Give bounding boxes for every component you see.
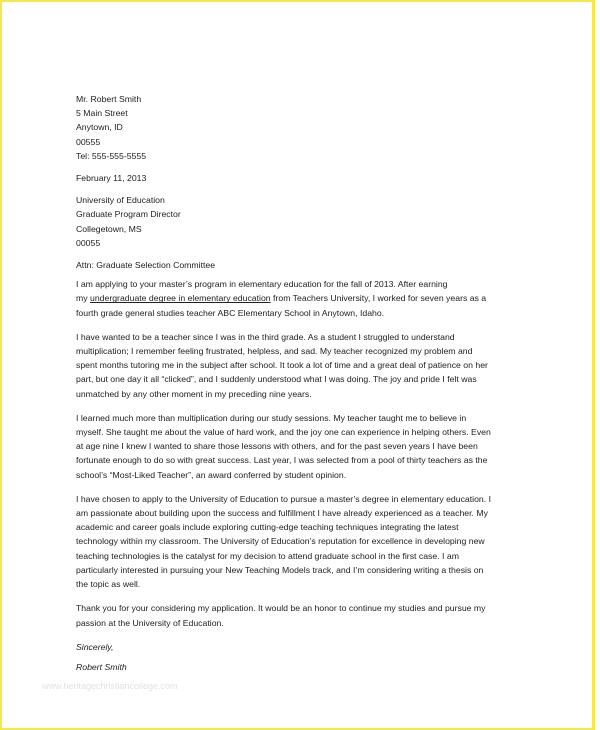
paragraph-line: multiplication; I remember feeling frustrated, helpless, and sad. My teacher recognized my problem and xyxy=(76,346,473,357)
recipient-title: Graduate Program Director xyxy=(76,209,181,220)
text-segment: from Teachers University, I worked for seven years as a xyxy=(270,293,487,304)
signature: Robert Smith xyxy=(76,661,127,672)
attention-line: Attn: Graduate Selection Committee xyxy=(76,260,216,271)
degree-link[interactable]: undergraduate degree in elementary education xyxy=(90,293,271,304)
paragraph-line: part, but one day it all “clicked”, and I suddenly understood what I was doing. The joy and pride I felt was xyxy=(76,374,477,385)
paragraph-line: am passionate about building upon the success and fulfillment I have already experienced as a teacher. My xyxy=(76,508,488,519)
sender-name: Mr. Robert Smith xyxy=(76,94,142,104)
paragraph-line: teaching technologies is the catalyst for my decision to attend graduate school in the first case. I am xyxy=(76,550,459,561)
paragraph-line: particularly interested in pursuing your New Teaching Models track, and I’m considering writing a thesis on xyxy=(76,564,484,575)
recipient-city: Collegetown, MS xyxy=(76,223,142,234)
paragraph-line: academic and career goals include exploring cutting-edge teaching techniques integrating the latest xyxy=(76,522,459,533)
closing: Sincerely, xyxy=(76,641,114,652)
sender-street: 5 Main Street xyxy=(76,108,128,119)
paragraph-line: I have chosen to apply to the University of Education to pursue a master’s degree in elementary education. I xyxy=(76,493,491,504)
paragraph-line: the topic as well. xyxy=(76,579,141,590)
paragraph-line: unmatched by any other moment in my preceding nine years. xyxy=(76,388,312,399)
recipient-org: University of Education xyxy=(76,195,165,206)
paragraph-line: I am applying to your master’s program in elementary education for the fall of 2013. After earning xyxy=(76,279,448,290)
sender-city: Anytown, ID xyxy=(76,122,123,133)
paragraph-line: Thank you for your considering my application. It would be an honor to continue my studies and pursue my xyxy=(76,603,486,614)
paragraph-experience xyxy=(76,411,528,482)
paragraph-intro xyxy=(76,277,528,320)
paragraph-line: technology within my classroom. The University of Education’s reputation for excellence in developing new xyxy=(76,536,485,547)
paragraph-line: school’s “Most-Liked Teacher”, an award conferred by student opinion. xyxy=(76,469,347,480)
paragraph-line: passion at the University of Education. xyxy=(76,617,224,628)
paragraph-line: fortunate enough to do so with great success. Last year, I was selected from a pool of thirty teachers as the xyxy=(76,455,488,466)
text-segment: my xyxy=(76,293,90,304)
letter-date: February 11, 2013 xyxy=(76,173,147,184)
paragraph-motivation xyxy=(76,330,528,401)
paragraph-line: I have wanted to be a teacher since I was in the third grade. As a student I struggled to understand xyxy=(76,331,455,342)
letter-body xyxy=(76,92,528,674)
paragraph-line: myself. She taught me about the value of hard work, and the joy one can experience in helping others. Even xyxy=(76,427,491,438)
paragraph-line xyxy=(76,291,528,305)
sender-tel: Tel: 555-555-5555 xyxy=(76,150,147,161)
paragraph-line: I learned much more than multiplication during our study sessions. My teacher taught me to believe in xyxy=(76,412,467,423)
paragraph-thanks xyxy=(76,601,528,629)
paragraph-line: spent months tutoring me in the subject after school. It took a lot of time and a great deal of patience on her xyxy=(76,360,488,371)
sender-zip: 00555 xyxy=(76,136,101,147)
paragraph-line: fourth grade general studies teacher ABC Elementary School in Anytown, Idaho. xyxy=(76,307,385,318)
paragraph-line: at age nine I knew I wanted to share those lessons with others, and for the past seven years I have been xyxy=(76,441,478,452)
recipient-zip: 00055 xyxy=(76,237,101,248)
paragraph-goals xyxy=(76,492,528,591)
watermark: www.heritagechristiancollege.com xyxy=(42,681,178,691)
